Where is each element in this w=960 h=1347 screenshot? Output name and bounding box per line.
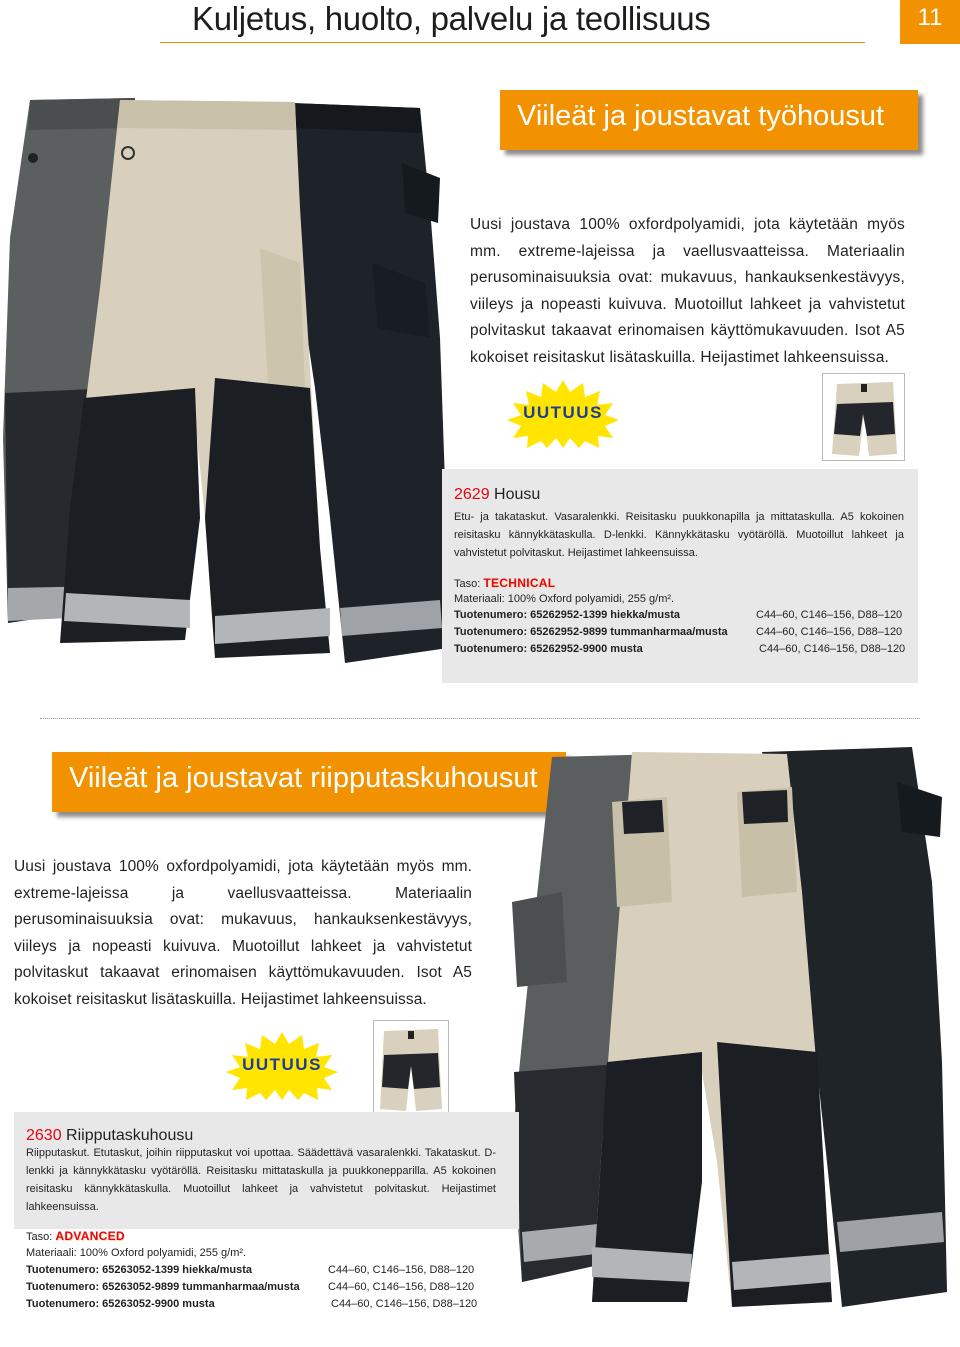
variant-label: Tuotenumero: 65262952-1399 hiekka/musta bbox=[454, 609, 681, 621]
page-title: Kuljetus, huolto, palvelu ja teollisuus bbox=[192, 0, 711, 37]
product-code: 2629 bbox=[454, 486, 490, 503]
material-line: Materiaali: 100% Oxford polyamidi, 255 g/m². bbox=[26, 1247, 247, 1259]
product-spec-2629 bbox=[442, 469, 918, 683]
product-description: Etu- ja takataskut. Vasaralenkki. Reisitasku puukkonapilla ja mittataskulla. A5 kokoinen reisitasku kännykkätaskulla. D-lenkki. Kännykkätasku vyötäröllä. Muotoillut lahkeet ja vahvistetut polvitaskut. Heijastimet lahkeensuissa. bbox=[454, 511, 904, 559]
variant-row bbox=[26, 1296, 215, 1313]
variant-row bbox=[454, 607, 680, 624]
variant-sizes: C44–60, C146–156, D88–120 bbox=[331, 1298, 478, 1310]
trousers-photo-2 bbox=[492, 742, 952, 1342]
variant-row bbox=[26, 1262, 252, 1279]
variant-sizes: C44–60, C146–156, D88–120 bbox=[328, 1264, 475, 1276]
variant-sizes: C44–60, C146–156, D88–120 bbox=[756, 626, 903, 638]
trousers-photo-1 bbox=[0, 88, 450, 688]
product-heading bbox=[26, 1127, 193, 1145]
variant-label: Tuotenumero: 65262952-9899 tummanharmaa/musta bbox=[454, 626, 728, 638]
product-description: Riipputaskut. Etutaskut, joihin riipputaskut voi upottaa. Säädettävä vasaralenkki. Takataskut. D-lenkki ja kännykkätasku vyötäröllä. Reisitasku mittataskulla ja puukkonepparilla. A5 kokoinen reisitasku kännykkätaskulla. Muotoillut lahkeet ja vahvistetut polvitaskut. Heijastimet lahkeensuissa. bbox=[26, 1147, 496, 1213]
title-rule bbox=[160, 42, 865, 43]
product-spec-2630 bbox=[14, 1112, 519, 1229]
new-badge-label: UUTUUS bbox=[523, 403, 603, 422]
level-line bbox=[26, 1228, 125, 1246]
back-view-thumbnail bbox=[822, 373, 905, 461]
variant-label: Tuotenumero: 65263052-9900 musta bbox=[26, 1298, 215, 1310]
section1-intro: Uusi joustava 100% oxfordpolyamidi, jota käytetään myös mm. extreme-lajeissa ja vaellusvaatteissa. Materiaalin perusominaisuuksia ovat: mukavuus, hankauksenkestävyys, viileys ja nopeasti kuivuva. Muotoillut lahkeet ja vahvistetut polvitaskut takaavat erinomaisen käyttömukavuuden. Isot A5 kokoiset reisitaskut lisätaskuilla. Heijastimet lahkeensuissa. bbox=[470, 216, 905, 366]
level-label: Taso: bbox=[454, 578, 481, 590]
variant-row bbox=[454, 624, 728, 641]
variant-row bbox=[454, 641, 643, 658]
variant-sizes: C44–60, C146–156, D88–120 bbox=[328, 1281, 475, 1293]
trousers-back-image bbox=[823, 374, 904, 460]
material-line: Materiaali: 100% Oxford polyamidi, 255 g/m². bbox=[454, 593, 675, 605]
variant-label: Tuotenumero: 65263052-9899 tummanharmaa/musta bbox=[26, 1281, 300, 1293]
product-name: Riipputaskuhousu bbox=[66, 1127, 194, 1144]
variant-row bbox=[26, 1279, 300, 1296]
level-value: ADVANCED bbox=[55, 1229, 125, 1243]
section1-banner: Viileät ja joustavat työhousut bbox=[500, 90, 918, 150]
variant-sizes: C44–60, C146–156, D88–120 bbox=[759, 643, 906, 655]
new-badge-label: UUTUUS bbox=[242, 1055, 322, 1074]
variant-sizes: C44–60, C146–156, D88–120 bbox=[756, 609, 903, 621]
new-badge bbox=[222, 1030, 342, 1100]
product-heading bbox=[454, 486, 540, 504]
variant-label: Tuotenumero: 65262952-9900 musta bbox=[454, 643, 643, 655]
trousers-back-image bbox=[374, 1021, 448, 1115]
variant-label: Tuotenumero: 65263052-1399 hiekka/musta bbox=[26, 1264, 253, 1276]
section2-banner: Viileät ja joustavat riipputaskuhousut bbox=[52, 752, 566, 812]
product-name: Housu bbox=[494, 486, 541, 503]
level-value: TECHNICAL bbox=[483, 576, 556, 590]
section-divider bbox=[40, 718, 920, 719]
section2-intro: Uusi joustava 100% oxfordpolyamidi, jota käytetään myös mm. extreme-lajeissa ja vaellusvaatteissa. Materiaalin perusominaisuuksia ovat: mukavuus, hankauksenkestävyys, viileys ja nopeasti kuivuva. Muotoillut lahkeet ja vahvistetut polvitaskut takaavat erinomaisen käyttömukavuuden. Isot A5 kokoiset reisitaskut lisätaskuilla. Heijastimet lahkeensuissa. bbox=[14, 858, 472, 1008]
new-badge bbox=[503, 378, 623, 448]
level-label: Taso: bbox=[26, 1231, 53, 1243]
product-code: 2630 bbox=[26, 1127, 62, 1144]
back-view-thumbnail bbox=[373, 1020, 449, 1116]
page-number: 11 bbox=[900, 0, 960, 44]
